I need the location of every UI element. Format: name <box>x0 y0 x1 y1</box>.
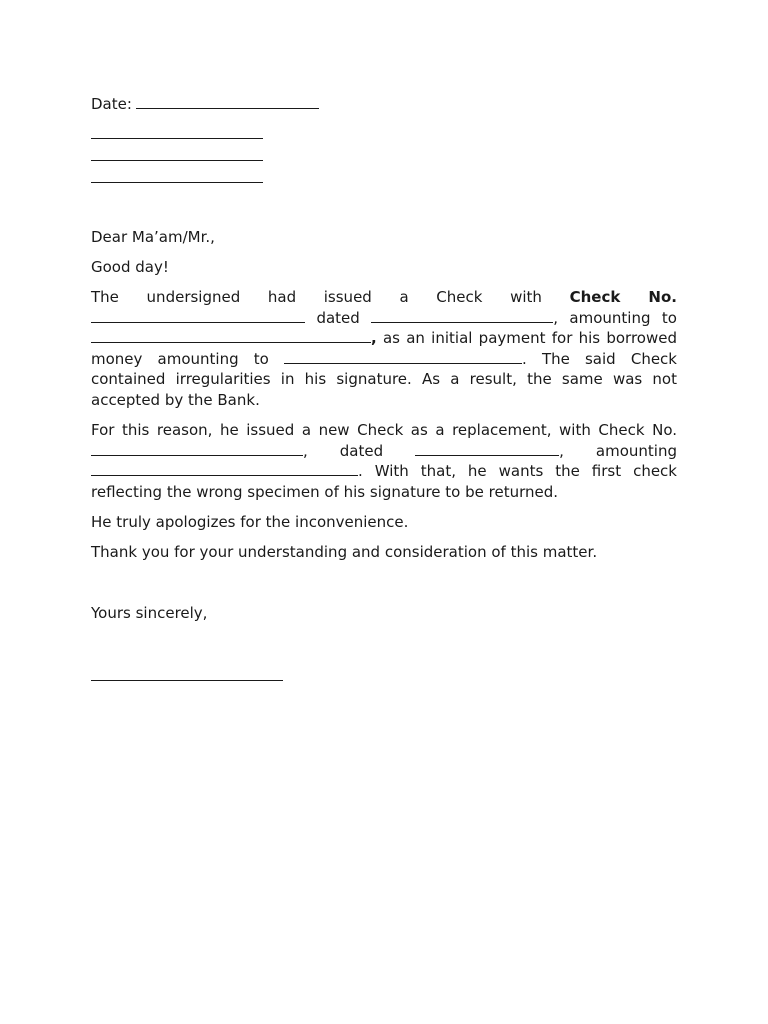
p2-text-dated: , dated <box>303 441 384 460</box>
new-check-date-blank <box>415 441 559 456</box>
p2-text-1: For this reason, he issued a new Check as a replacement, with Check No. <box>91 421 677 439</box>
recipient-name-line <box>91 138 263 139</box>
recipient-address-line-2 <box>91 182 263 183</box>
p2-text-return: . With that, he wants the first check reflecting the wrong specimen of his signature to be returned. <box>91 462 677 501</box>
check-no-blank <box>91 308 305 323</box>
apology-line: He truly apologizes for the inconvenience. <box>91 513 409 531</box>
p1-comma: , <box>371 329 377 347</box>
date-row <box>91 93 319 114</box>
new-check-no-blank <box>91 441 303 456</box>
signature-line <box>91 680 283 681</box>
p1-text-amounting: , amounting to <box>553 308 677 327</box>
check-no-label: Check No. <box>569 288 677 306</box>
p2-text-amounting: , amounting <box>559 441 677 460</box>
greeting: Good day! <box>91 258 169 276</box>
p1-text-payment: as an initial payment for his borrowed money amounting to <box>91 329 677 368</box>
closing: Yours sincerely, <box>91 604 208 622</box>
new-check-amount-blank <box>91 461 358 476</box>
check-date-blank <box>371 308 553 323</box>
initial-payment-blank <box>91 328 371 343</box>
paragraph-replacement-check <box>91 420 677 502</box>
p1-text-irregularities: . The said Check contained irregularities in his signature. As a result, the same was not accepted by the Bank. <box>91 349 677 409</box>
date-blank-line <box>136 93 319 109</box>
date-label: Date: <box>91 95 132 113</box>
paragraph-initial-check <box>91 287 677 410</box>
recipient-address-line-1 <box>91 160 263 161</box>
p1-text-dated: dated <box>316 308 360 327</box>
salutation: Dear Ma’am/Mr., <box>91 228 215 246</box>
thanks-line: Thank you for your understanding and consideration of this matter. <box>91 543 598 561</box>
p1-text-1: The undersigned had issued a Check with <box>91 288 542 306</box>
borrowed-amount-blank <box>284 349 522 364</box>
